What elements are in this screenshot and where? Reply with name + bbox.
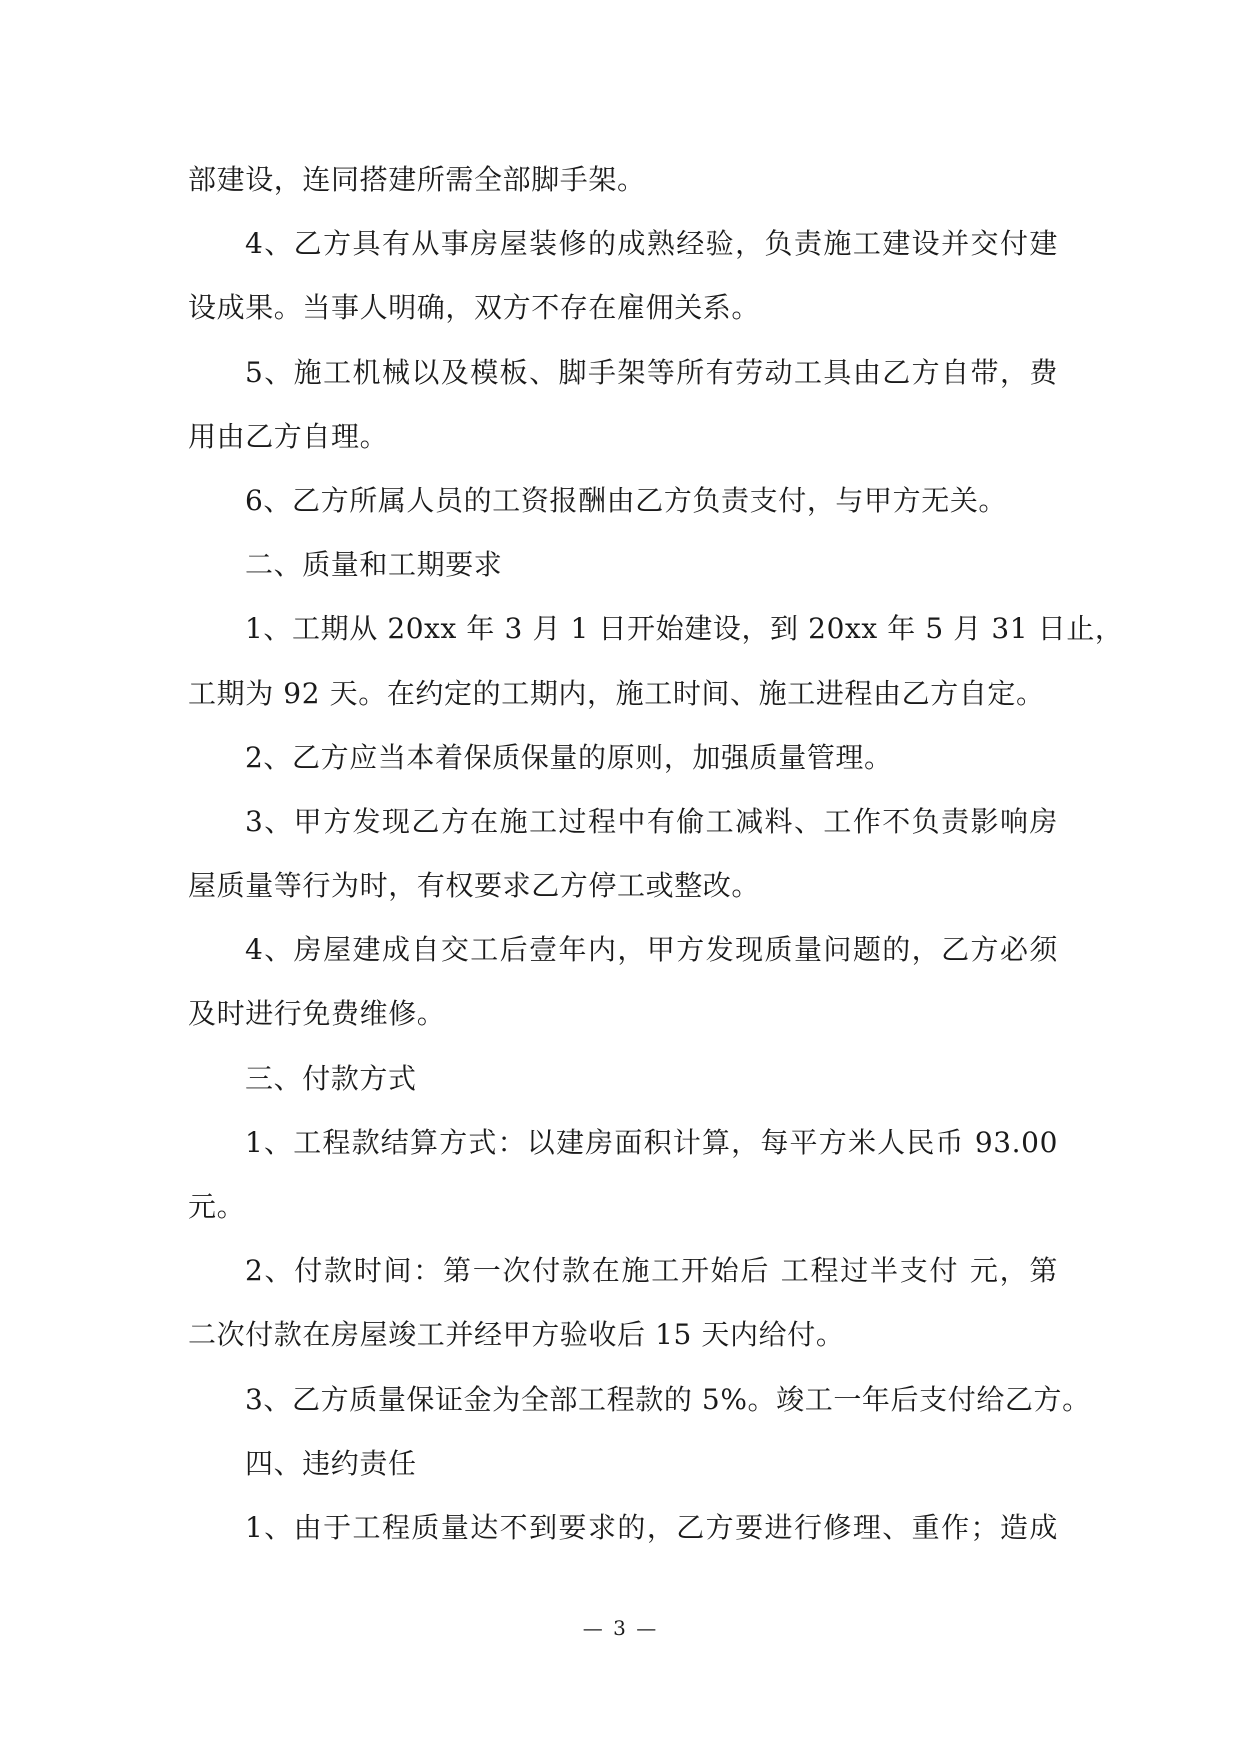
text-line: 3、甲方发现乙方在施工过程中有偷工减料、工作不负责影响房 xyxy=(245,804,1058,838)
text-line: 工期为 92 天。在约定的工期内，施工时间、施工进程由乙方自定。 xyxy=(188,676,1045,710)
text-line: 2、乙方应当本着保质保量的原则，加强质量管理。 xyxy=(245,740,893,774)
text-line: 及时进行免费维修。 xyxy=(188,997,446,1031)
text-line: 1、由于工程质量达不到要求的，乙方要进行修理、重作；造成 xyxy=(245,1510,1058,1544)
text-line: 3、乙方质量保证金为全部工程款的 5%。竣工一年后支付给乙方。 xyxy=(245,1382,1091,1416)
text-line: 屋质量等行为时，有权要求乙方停工或整改。 xyxy=(188,869,761,903)
text-line: 4、乙方具有从事房屋装修的成熟经验，负责施工建设并交付建 xyxy=(245,227,1058,261)
text-line: 部建设，连同搭建所需全部脚手架。 xyxy=(188,163,646,196)
text-line: 5、施工机械以及模板、脚手架等所有劳动工具由乙方自带，费 xyxy=(245,355,1058,389)
text-line: 设成果。当事人明确，双方不存在雇佣关系。 xyxy=(188,291,761,325)
text-line: 2、付款时间：第一次付款在施工开始后 工程过半支付 元，第 xyxy=(245,1254,1058,1288)
section-heading: 三、付款方式 xyxy=(245,1061,417,1095)
text-line: 6、乙方所属人员的工资报酬由乙方负责支付，与甲方无关。 xyxy=(245,483,1008,517)
text-line: 用由乙方自理。 xyxy=(188,419,389,453)
section-heading: 四、违约责任 xyxy=(245,1446,417,1480)
text-line: 1、工程款结算方式：以建房面积计算，每平方米人民币 93.00 xyxy=(245,1125,1058,1159)
text-line: 二次付款在房屋竣工并经甲方验收后 15 天内给付。 xyxy=(188,1318,845,1352)
section-heading: 二、质量和工期要求 xyxy=(245,548,503,582)
text-line: 4、房屋建成自交工后壹年内，甲方发现质量问题的，乙方必须 xyxy=(245,933,1058,967)
text-line: 1、工期从 20xx 年 3 月 1 日开始建设，到 20xx 年 5 月 31 日止， xyxy=(245,612,1124,646)
document-body xyxy=(188,148,1124,1560)
text-line: 元。 xyxy=(188,1190,246,1223)
page-number: — 3 — xyxy=(582,1616,659,1640)
